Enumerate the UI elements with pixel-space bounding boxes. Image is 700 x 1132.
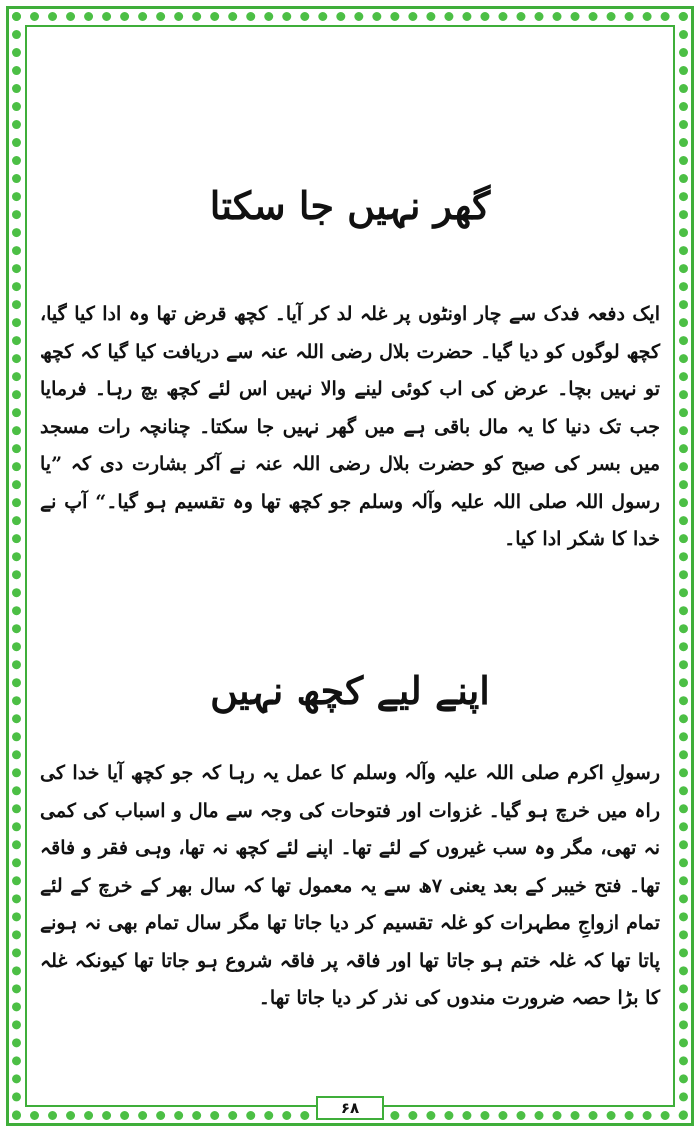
page-content xyxy=(40,40,660,1080)
section-body-apne-liye-kuch-nahin: رسولِ اکرم صلی اللہ علیہ وآلہ وسلم کا عمل یہ رہا کہ جو کچھ آیا خدا کی راہ میں خرچ ہو گیا۔ غزوات اور فتوحات کی وجہ سے مال و اسباب کی کمی نہ تھی، مگر وہ سب غیروں کے لئے تھا۔ اپنے لئے کچھ نہ تھا، وہی فقر و فاقہ تھا۔ فتح خیبر کے بعد یعنی ۷ھ سے یہ معمول تھا کہ سال بھر کے خرچ کے لئے تمام ازواجِ مطہرات کو غلہ تقسیم کر دیا جاتا تھا مگر سال تمام بھی نہ ہونے پاتا تھا کہ غلہ ختم ہو جاتا تھا اور فاقہ پر فاقہ شروع ہو جاتا تھا کیونکہ غلہ کا بڑا حصہ ضرورت مندوں کی نذر کر دیا جاتا تھا۔ xyxy=(40,762,661,1009)
section-heading-ghar-nahin-ja-sakta: گھر نہیں جا سکتا xyxy=(209,183,491,229)
section-body-ghar-nahin-ja-sakta: ایک دفعہ فدک سے چار اونٹوں پر غلہ لد کر آیا۔ کچھ قرض تھا وہ ادا کیا گیا، کچھ لوگوں کو دیا گیا۔ حضرت بلال رضی اللہ عنہ سے دریافت کیا گیا کہ کچھ تو نہیں بچا۔ عرض کی اب کوئی لینے والا نہیں اس لئے کچھ بچ رہا۔ فرمایا جب تک دنیا کا یہ مال باقی ہے میں گھر نہیں جا سکتا۔ چنانچہ رات مسجد میں بسر کی صبح کو حضرت بلال رضی اللہ عنہ نے آکر بشارت دی کہ ”یا رسول اللہ صلی اللہ علیہ وآلہ وسلم جو کچھ تھا وہ تقسیم ہو گیا۔“ آپ نے خدا کا شکر ادا کیا۔ xyxy=(40,303,660,550)
page-number: ۶۸ xyxy=(316,1096,384,1120)
section-heading-apne-liye-kuch-nahin: اپنے لیے کچھ نہیں xyxy=(210,667,490,713)
